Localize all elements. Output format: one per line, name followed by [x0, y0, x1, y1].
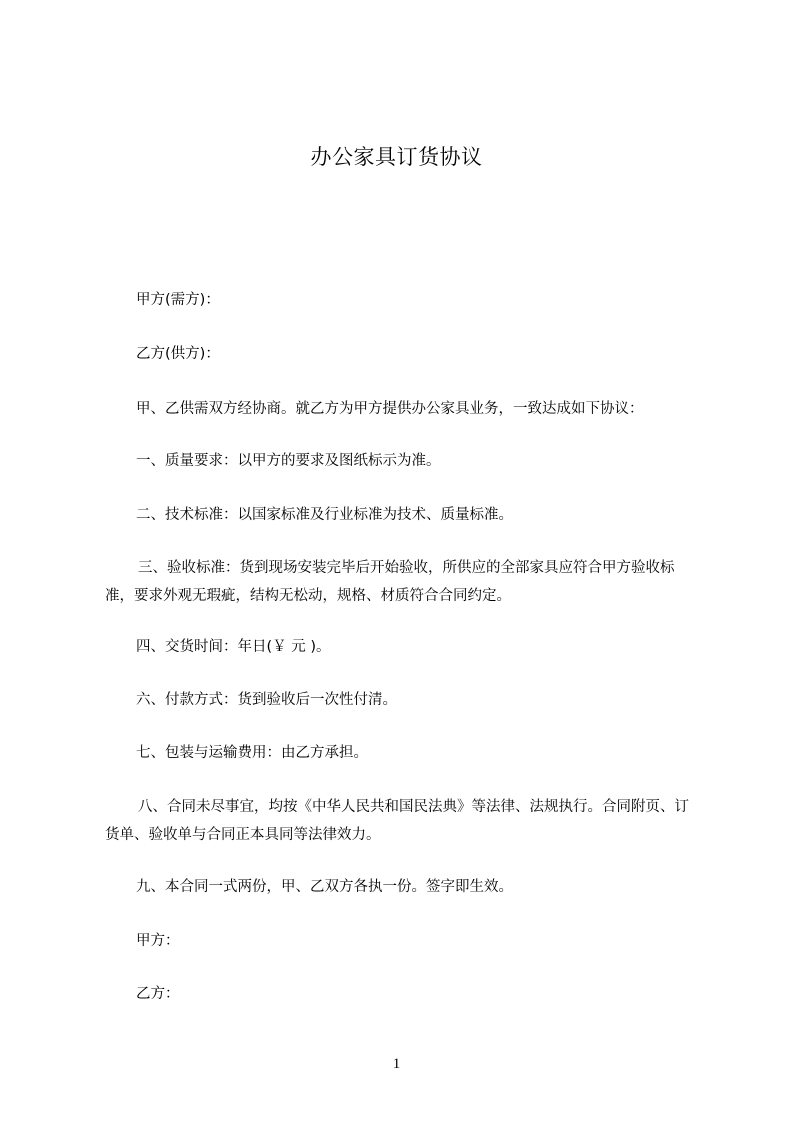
- document-title: 办公家具订货协议: [310, 145, 483, 169]
- signature-party-b: 乙方：: [136, 986, 180, 1002]
- page-number: 1: [392, 1056, 401, 1072]
- clause-technical-standard: 二、技术标准：以国家标准及行业标准为技术、质量标准。: [136, 507, 513, 523]
- clause-acceptance-standard: 三、验收标准：货到现场安装完毕后开始验收，所供应的全部家具应符合甲方验收标准，要求外观无瑕疵，结构无松动，规格、材质符合合同约定。: [105, 560, 675, 604]
- clause-unresolved-matters: 八、合同未尽事宜，均按《中华人民共和国民法典》等法律、法规执行。合同附页、订货单、验收单与合同正本具同等法律效力。: [105, 799, 689, 843]
- party-b-supply-line: 乙方(供方)：: [136, 346, 220, 362]
- clause-copies-effect: 九、本合同一式两份，甲、乙双方各执一份。签字即生效。: [136, 879, 513, 895]
- preamble-paragraph: 甲、乙供需双方经协商。就乙方为甲方提供办公家具业务，一致达成如下协议：: [136, 401, 644, 417]
- party-a-demand-line: 甲方(需方)：: [136, 292, 220, 308]
- clause-delivery-time: 四、交货时间：年日(￥ 元 )。: [136, 639, 331, 655]
- clause-payment-method: 六、付款方式：货到验收后一次性付清。: [136, 692, 397, 708]
- clause-packaging-transport: 七、包装与运输费用：由乙方承担。: [136, 745, 368, 761]
- clause-quality: 一、质量要求：以甲方的要求及图纸标示为准。: [136, 453, 441, 469]
- signature-party-a: 甲方：: [136, 933, 180, 949]
